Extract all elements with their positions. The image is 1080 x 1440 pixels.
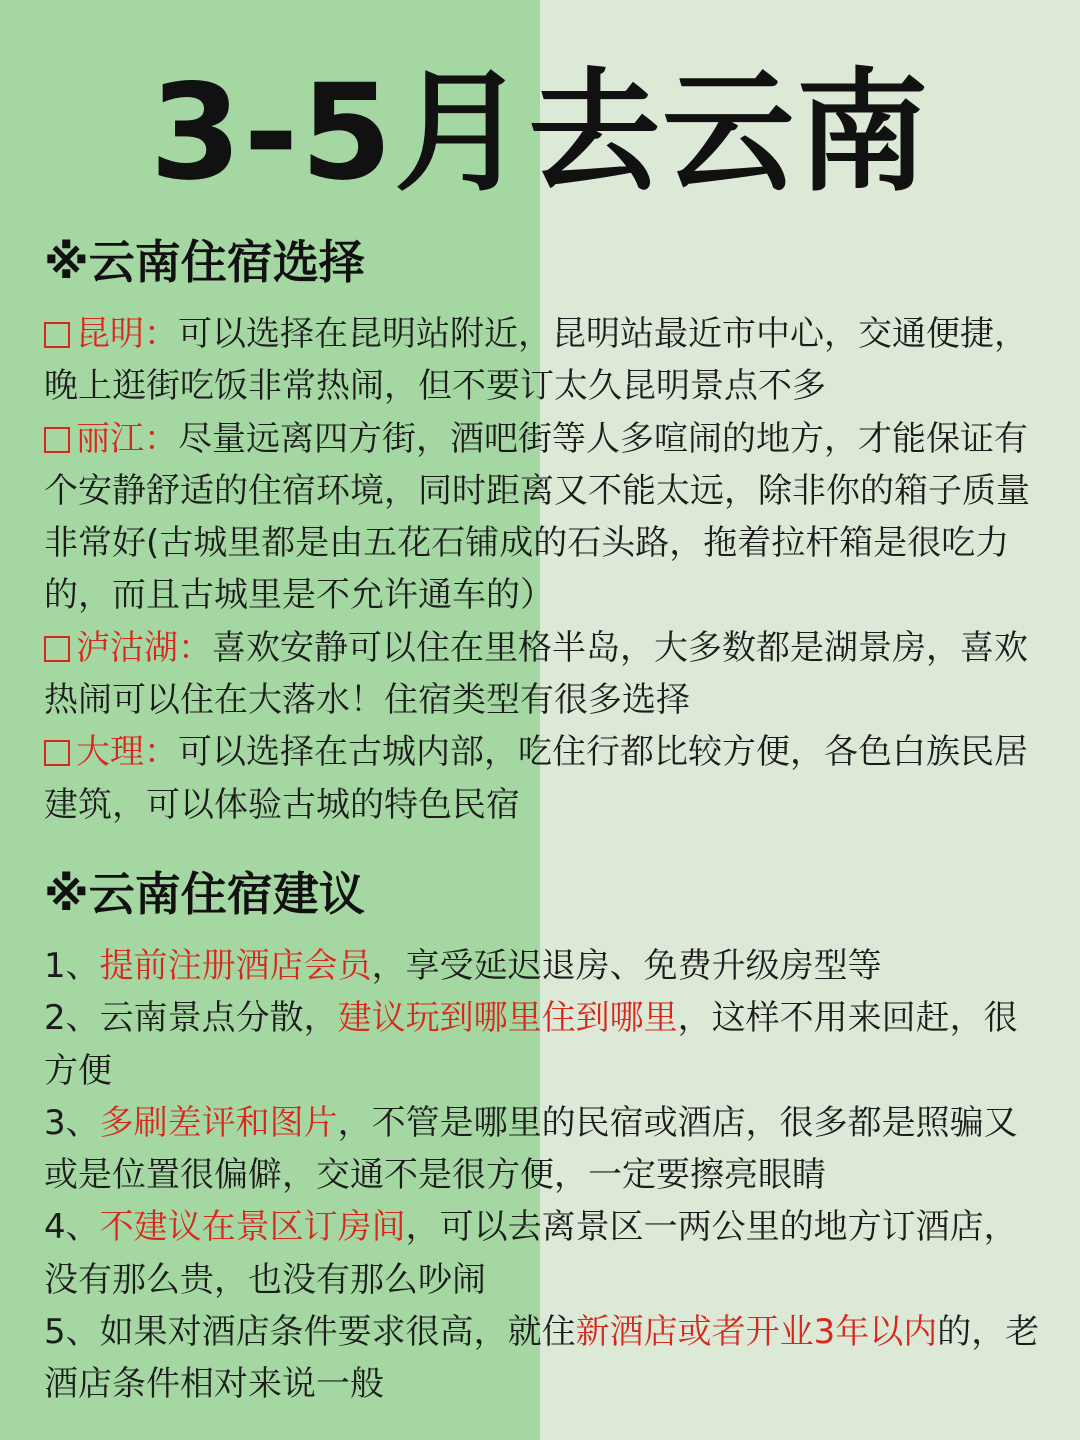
tip-highlight: 新酒店或者开业3年以内 bbox=[575, 1312, 938, 1353]
city-description: 可以选择在昆明站附近，昆明站最近市中心，交通便捷，晚上逛街吃饭非常热闹，但不要订太久昆明景点不多 bbox=[44, 314, 1028, 407]
page-title: 3-5月去云南 bbox=[149, 56, 931, 210]
city-label: 昆明： bbox=[76, 314, 178, 354]
tip-highlight: 不建议在景区订房间 bbox=[99, 1207, 406, 1248]
tip-text: 3、 bbox=[44, 1102, 100, 1143]
tip-item bbox=[44, 992, 1044, 1097]
section-heading-lodging-choice: ※云南住宿选择 bbox=[44, 235, 365, 289]
lodging-tips-list bbox=[44, 940, 1044, 1411]
city-description: 喜欢安静可以住在里格半岛，大多数都是湖景房，喜欢热闹可以住在大落水！住宿类型有很多选择 bbox=[44, 627, 1028, 721]
tip-highlight: 多刷差评和图片 bbox=[99, 1102, 338, 1143]
tip-text: ，这样不用来回赶，很方便 bbox=[44, 998, 1018, 1091]
lodging-item-dali bbox=[44, 726, 1044, 831]
tip-text: ，可以去离景区一两公里的地方订酒店，没有那么贵，也没有那么吵闹 bbox=[44, 1207, 1018, 1300]
tip-text: 4、 bbox=[44, 1207, 100, 1248]
lodging-item-lugu-lake bbox=[44, 622, 1044, 727]
section-heading-lodging-tips: ※云南住宿建议 bbox=[44, 867, 365, 921]
city-description: 可以选择在古城内部，吃住行都比较方便，各色白族民居建筑，可以体验古城的特色民宿 bbox=[44, 732, 1028, 825]
checkbox-square-icon bbox=[44, 322, 70, 348]
tip-highlight: 建议玩到哪里住到哪里 bbox=[337, 998, 678, 1039]
tip-text: 5、如果对酒店条件要求很高，就住 bbox=[44, 1312, 576, 1353]
checkbox-square-icon bbox=[44, 427, 70, 453]
city-label: 泸沽湖： bbox=[76, 627, 212, 668]
tip-item bbox=[44, 1201, 1044, 1306]
tip-text: 的，老酒店条件相对来说一般 bbox=[44, 1312, 1040, 1405]
city-label: 丽江： bbox=[76, 418, 178, 459]
city-label: 大理： bbox=[76, 732, 178, 773]
city-description: 尽量远离四方街，酒吧街等人多喧闹的地方，才能保证有个安静舒适的住宿环境，同时距离又不能太远，除非你的箱子质量非常好(古城里都是由五花石铺成的石头路，拖着拉杆箱是很吃力的，而且古城里是不允许通车的） bbox=[44, 418, 1030, 616]
lodging-item-kunming bbox=[44, 308, 1044, 413]
lodging-choice-list bbox=[44, 308, 1044, 831]
tip-item bbox=[44, 940, 1044, 992]
tip-text: ，不管是哪里的民宿或酒店，很多都是照骗又或是位置很偏僻，交通不是很方便，一定要擦亮眼睛 bbox=[44, 1102, 1018, 1196]
lodging-item-lijiang bbox=[44, 413, 1044, 622]
tip-text: 2、云南景点分散， bbox=[44, 998, 338, 1039]
tip-text: 1、 bbox=[44, 946, 100, 986]
checkbox-square-icon bbox=[44, 636, 70, 662]
tip-highlight: 提前注册酒店会员 bbox=[99, 946, 372, 986]
tip-item bbox=[44, 1097, 1044, 1202]
tip-item bbox=[44, 1306, 1044, 1411]
tip-text: ，享受延迟退房、免费升级房型等 bbox=[371, 946, 882, 986]
checkbox-square-icon bbox=[44, 740, 70, 766]
